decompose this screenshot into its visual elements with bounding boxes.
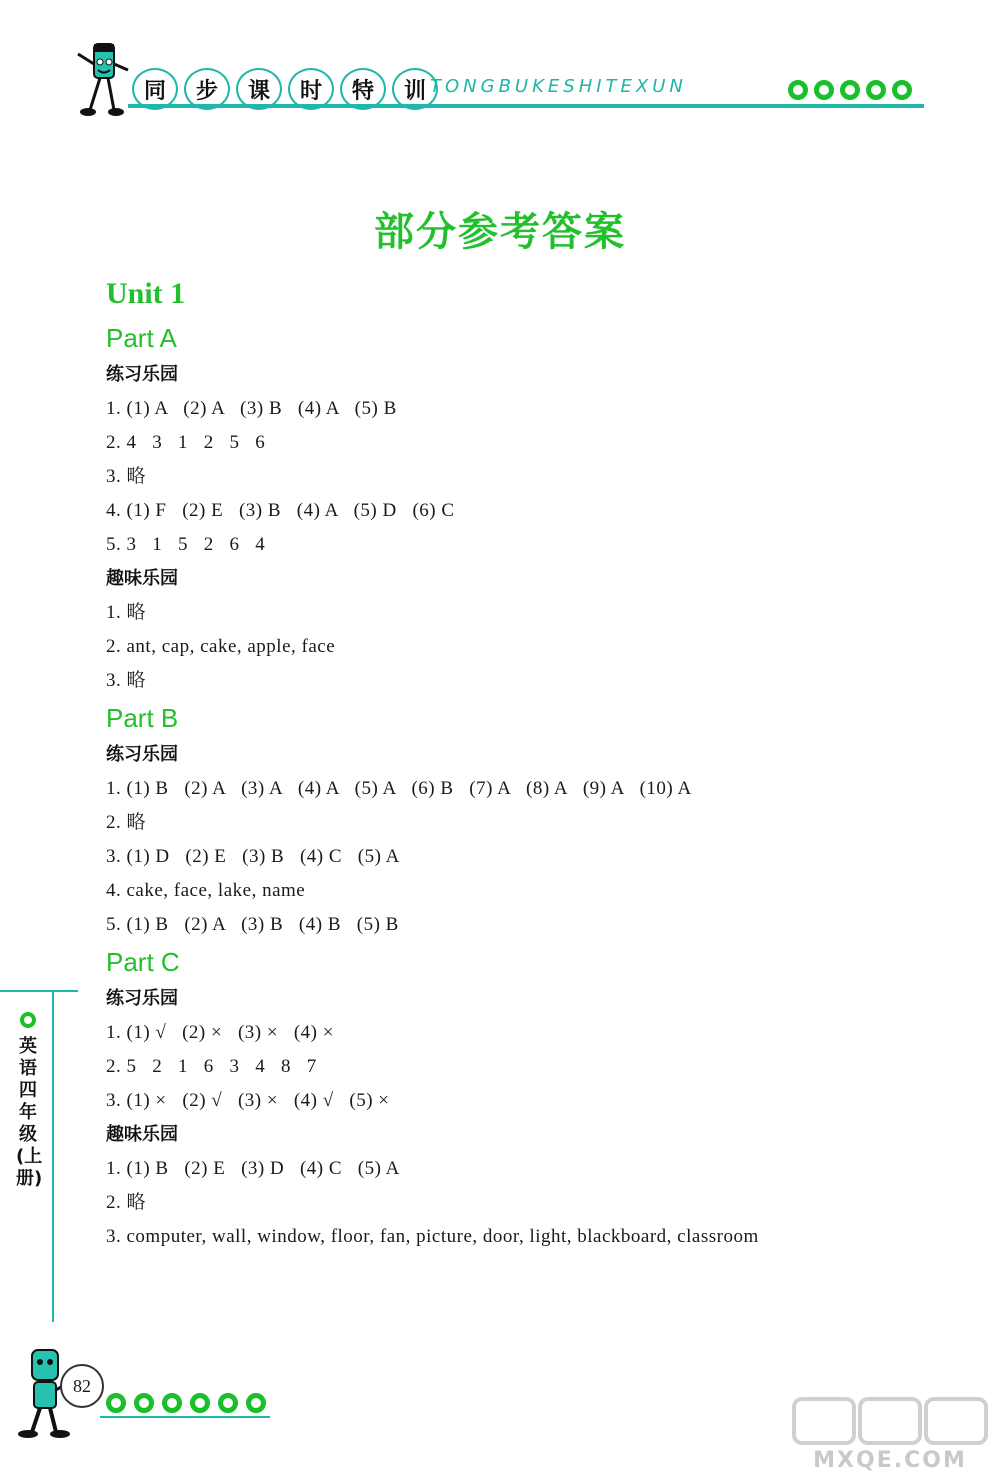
header-dots (788, 80, 912, 100)
part-title: Part A (106, 323, 177, 353)
answer-line: 3. 略 (106, 670, 147, 691)
header-title-char: 课 (236, 68, 282, 110)
header-title-char: 同 (132, 68, 178, 110)
dot-icon (788, 80, 808, 100)
answer-line: 5. 3 1 5 2 6 4 (106, 534, 266, 555)
answer-line: 1. (1) √ (2) × (3) × (4) × (106, 1022, 334, 1043)
answer-line: 4. (1) F (2) E (3) B (4) A (5) D (6) C (106, 500, 455, 521)
side-dot-icon (20, 1012, 36, 1028)
side-divider (0, 990, 78, 992)
dot-icon (190, 1393, 210, 1413)
answer-line: 2. 略 (106, 812, 147, 833)
answer-content (106, 270, 946, 1254)
answer-line: 1. 略 (106, 602, 147, 623)
answer-line: 5. (1) B (2) A (3) B (4) B (5) B (106, 914, 399, 935)
header-title-char: 时 (288, 68, 334, 110)
header-title-char: 特 (340, 68, 386, 110)
page-title: 部分参考答案 (374, 209, 626, 255)
dot-icon (840, 80, 860, 100)
answer-line: 2. 4 3 1 2 5 6 (106, 432, 266, 453)
section-title: 趣味乐园 (106, 568, 178, 589)
unit-title: Unit 1 (106, 277, 186, 310)
answer-line: 4. cake, face, lake, name (106, 880, 306, 901)
pencil-mascot-icon (72, 40, 132, 118)
answer-line: 1. (1) B (2) E (3) D (4) C (5) A (106, 1158, 400, 1179)
dot-icon (892, 80, 912, 100)
part-title: Part C (106, 947, 180, 977)
footer-divider (100, 1416, 270, 1418)
answer-line: 2. 5 2 1 6 3 4 8 7 (106, 1056, 317, 1077)
answer-line: 3. 略 (106, 466, 147, 487)
dot-icon (814, 80, 834, 100)
dot-icon (218, 1393, 238, 1413)
answer-line: 3. computer, wall, window, floor, fan, picture, door, light, blackboard, classroom (106, 1226, 759, 1247)
section-title: 练习乐园 (106, 988, 178, 1009)
dot-icon (866, 80, 886, 100)
side-label: 英语 四年级(上册) (16, 1036, 43, 1189)
footer-dots (106, 1393, 266, 1413)
header-pinyin: TONGBUKESHITEXUN (430, 76, 687, 97)
header-divider (128, 104, 924, 108)
dot-icon (106, 1393, 126, 1413)
answer-line: 1. (1) B (2) A (3) A (4) A (5) A (6) B (7) A (8) A (9) A (10) A (106, 778, 692, 799)
header-title-char: 训 (392, 68, 438, 110)
parts-container (106, 318, 946, 1254)
answer-line: 3. (1) D (2) E (3) B (4) C (5) A (106, 846, 400, 867)
section-title: 趣味乐园 (106, 1124, 178, 1145)
answer-line: 1. (1) A (2) A (3) B (4) A (5) B (106, 398, 397, 419)
section-title: 练习乐园 (106, 744, 178, 765)
part-title: Part B (106, 703, 179, 733)
section-title: 练习乐园 (106, 364, 178, 385)
page-header (0, 0, 1000, 140)
dot-icon (134, 1393, 154, 1413)
answer-line: 3. (1) × (2) √ (3) × (4) √ (5) × (106, 1090, 390, 1111)
header-title-char: 步 (184, 68, 230, 110)
answer-line: 2. 略 (106, 1192, 147, 1213)
page-number: 82 (60, 1364, 104, 1408)
dot-icon (246, 1393, 266, 1413)
watermark-text: MXQE.COM (813, 1448, 967, 1473)
answer-line: 2. ant, cap, cake, apple, face (106, 636, 336, 657)
side-vertical-line (52, 992, 54, 1322)
dot-icon (162, 1393, 182, 1413)
